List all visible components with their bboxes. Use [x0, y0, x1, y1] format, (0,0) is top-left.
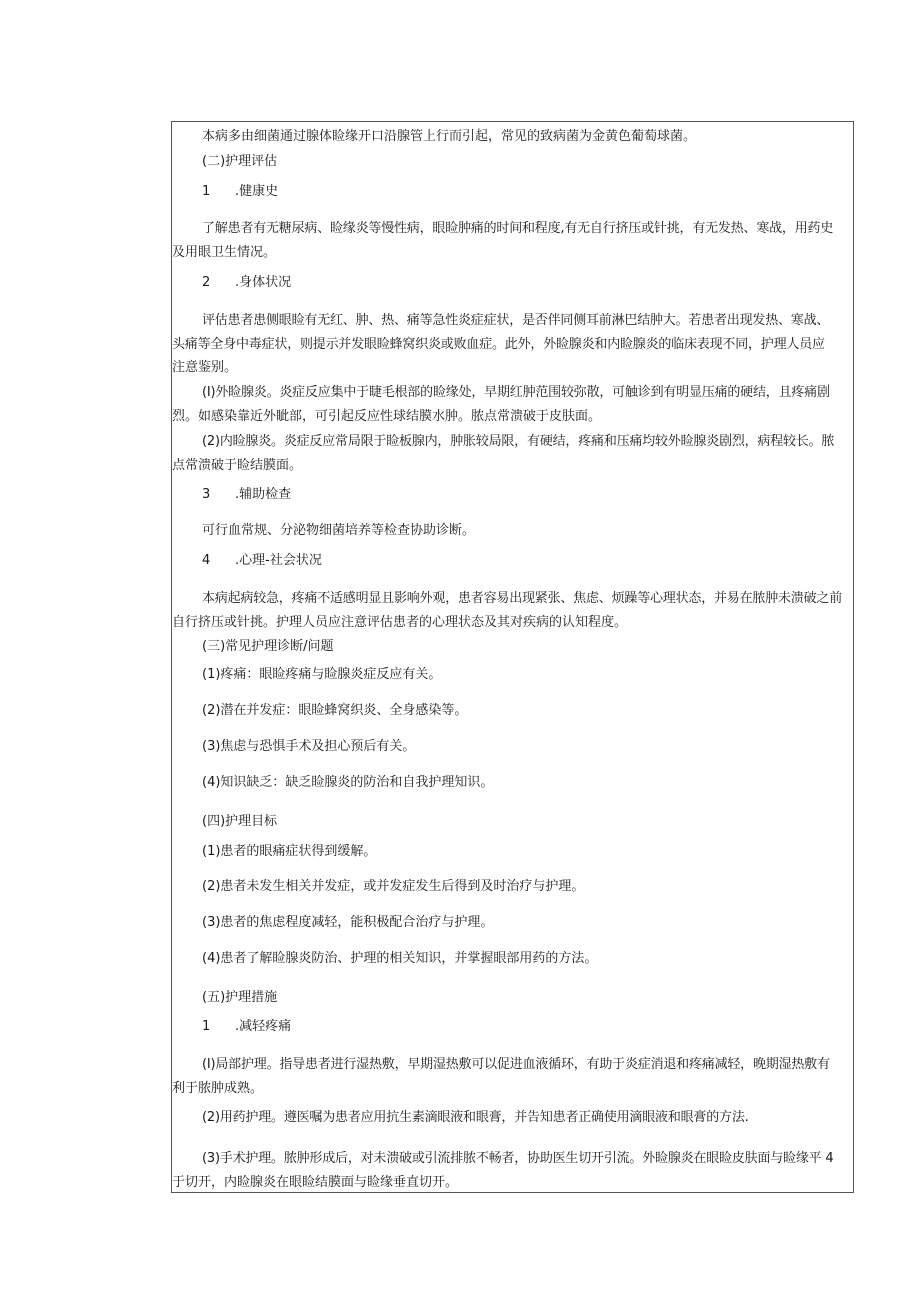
subheading-text: .健康史	[235, 184, 279, 199]
subheading-number: 1	[202, 1019, 211, 1034]
paragraph-line: (I)外睑腺炎。炎症反应集中于睫毛根部的睑缘处，早期红肿范围较弥散，可触诊到有明显压痛的硬结，且疼痛剧	[202, 385, 830, 400]
subheading-number: 2	[202, 275, 211, 290]
paragraph-line: (2)内睑腺炎。炎症反应常局限于睑板腺内，肿胀较局限，有硬结，疼痛和压痛均较外睑腺炎剧烈，病程较长。脓	[202, 434, 835, 449]
list-item: (2)患者未发生相关并发症，或并发症发生后得到及时治疗与护理。	[202, 879, 585, 894]
paragraph-line: 评估患者患侧眼睑有无红、肿、热、痛等急性炎症症状，是否伴同侧耳前淋巴结肿大。若患者出现发热、寒战、	[202, 313, 830, 328]
subheading-pain-relief	[172, 1015, 854, 1039]
paragraph-line: 自行挤压或针挑。护理人员应注意评估患者的心理状态及其对疾病的认知程度。	[172, 615, 628, 630]
list-item: (1)患者的眼痛症状得到缓解。	[202, 844, 377, 859]
paragraph-line: 可行血常规、分泌物细菌培养等检查协助诊断。	[202, 523, 476, 538]
paragraph-line: 烈。如感染靠近外眦部，可引起反应性球结膜水肿。脓点常溃破于皮肤面。	[172, 409, 602, 424]
subheading-auxiliary-exam	[172, 483, 854, 507]
list-item: (3)患者的焦虑程度减轻，能积极配合治疗与护理。	[202, 915, 494, 930]
subheading-physical-status	[172, 271, 854, 295]
section-heading-measures: (五)护理措施	[202, 990, 278, 1005]
list-item: (3)焦虑与恐惧手术及担心预后有关。	[202, 739, 416, 754]
list-item: (4)患者了解睑腺炎防治、护理的相关知识，并掌握眼部用药的方法。	[202, 951, 598, 966]
paragraph-line: (I)局部护理。指导患者进行湿热敷，早期湿热敷可以促进血液循环，有助于炎症消退和疼痛减轻，晚期湿热敷有	[202, 1057, 830, 1072]
subheading-psychosocial	[172, 549, 854, 573]
list-item: (4)知识缺乏：缺乏睑腺炎的防治和自我护理知识。	[202, 775, 494, 790]
paragraph-line: 本病起病较急，疼痛不适感明显且影响外观，患者容易出现紧张、焦虑、烦躁等心理状态，并易在脓肿未溃破之前	[202, 591, 843, 606]
paragraph-line: 了解患者有无糖尿病、睑缘炎等慢性病，眼睑肿痛的时间和程度,有无自行挤压或针挑，有无发热、寒战，用药史	[202, 221, 834, 236]
paragraph-line: 于切开，内睑腺炎在眼睑结膜面与睑缘垂直切开。	[172, 1175, 459, 1190]
paragraph-line: 头痛等全身中毒症状，则提示并发眼睑蜂窝织炎或败血症。此外，外睑腺炎和内睑腺炎的临床表现不同，护理人员应	[172, 337, 825, 352]
list-item: (1)疼痛：眼睑疼痛与睑腺炎症反应有关。	[202, 667, 442, 682]
section-heading-goals: (四)护理目标	[202, 814, 278, 829]
paragraph-line: 点常溃破于睑结膜面。	[172, 458, 303, 473]
paragraph-line: (3)手术护理。脓肿形成后，对未溃破或引流排脓不畅者，协助医生切开引流。外睑腺炎在眼睑皮肤面与睑缘平 4	[202, 1151, 834, 1166]
list-item: (2)潜在并发症：眼睑蜂窝织炎、全身感染等。	[202, 703, 468, 718]
subheading-health-history	[172, 180, 854, 204]
paragraph-line: 利于脓肿成熟。	[172, 1081, 264, 1096]
paragraph-line: 及用眼卫生情况。	[172, 245, 277, 260]
paragraph-line: (2)用药护理。遵医嘱为患者应用抗生素滴眼液和眼膏，并告知患者正确使用滴眼液和眼膏的方法.	[202, 1110, 749, 1125]
section-heading-assessment: (二)护理评估	[202, 154, 278, 169]
subheading-text: .心理-社会状况	[235, 553, 322, 568]
subheading-text: .减轻疼痛	[235, 1019, 292, 1034]
subheading-number: 4	[202, 553, 211, 568]
subheading-text: .辅助检查	[235, 487, 292, 502]
section-heading-diagnosis: (三)常见护理诊断/问题	[202, 639, 334, 654]
subheading-text: .身体状况	[235, 275, 292, 290]
subheading-number: 1	[202, 184, 211, 199]
subheading-number: 3	[202, 487, 211, 502]
paragraph-line: 注意鉴别。	[172, 360, 238, 375]
paragraph-line: 本病多由细菌通过腺体睑缘开口沿腺管上行而引起，常见的致病菌为金黄色葡萄球菌。	[202, 129, 697, 144]
